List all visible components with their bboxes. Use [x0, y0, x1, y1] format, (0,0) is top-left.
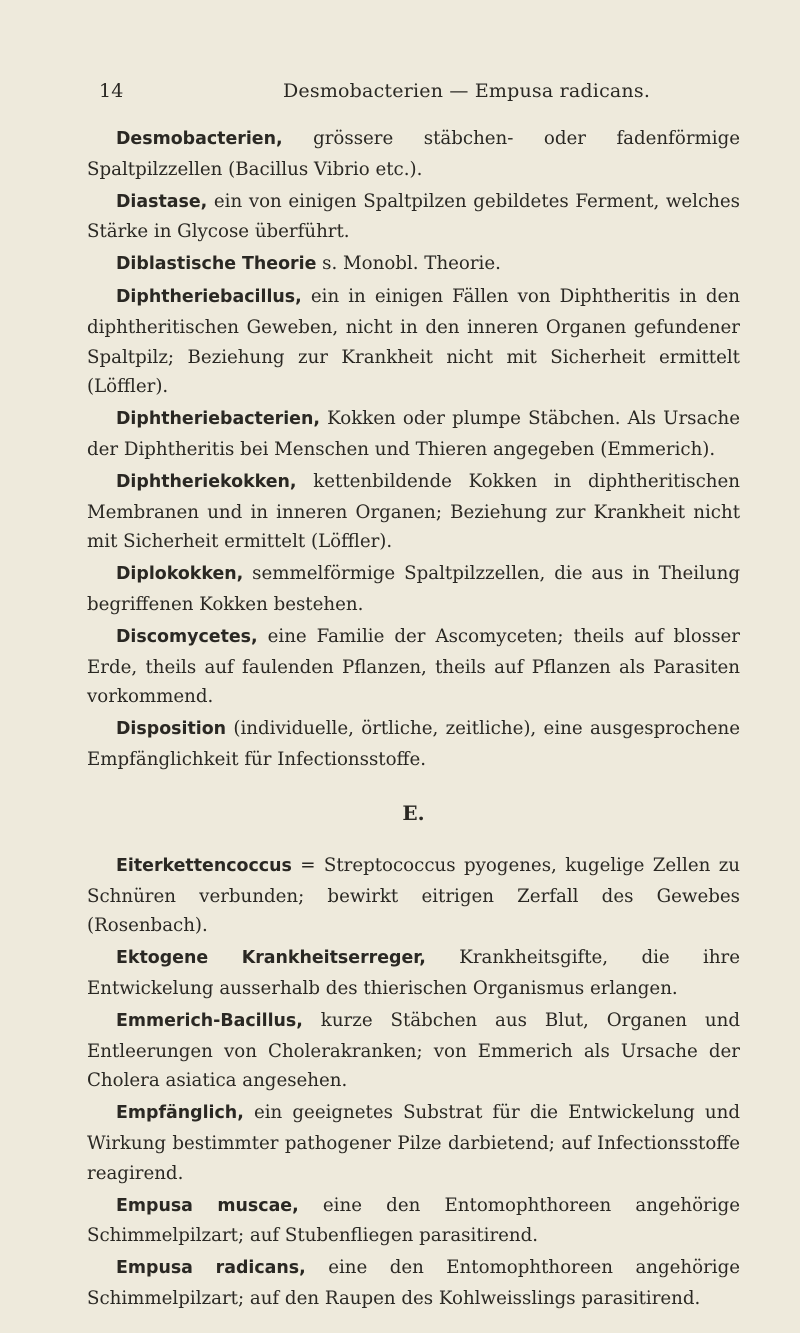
- entry-term: Empusa muscae,: [116, 1195, 299, 1216]
- entry-term: Emmerich-Bacillus,: [116, 1010, 303, 1031]
- dictionary-entry: [87, 714, 740, 775]
- dictionary-entry: [87, 124, 740, 185]
- dictionary-entry: [87, 404, 740, 465]
- entry-term: Diblastische Theorie: [116, 254, 317, 275]
- dictionary-entry: [87, 1253, 740, 1314]
- entry-text: eine Familie der Ascomyceten; theils auf blosser Erde, theils auf faulenden Pflanzen, theils auf Pflanzen als Parasiten vorkommend.: [87, 625, 740, 708]
- dictionary-entry: [87, 622, 740, 712]
- entry-term: Ektogene Krankheitserreger,: [116, 948, 426, 969]
- dictionary-entry: [87, 1191, 740, 1252]
- entry-text: kettenbildende Kokken in diphtheritischen Membranen und in inneren Organen; Beziehung zur Krankheit nicht mit Sicherheit ermittelt (Löffler).: [87, 470, 740, 553]
- entry-term: Eiterkettencoccus: [116, 855, 292, 876]
- entry-text: ein geeignetes Substrat für die Entwickelung und Wirkung bestimmter pathogener Pilze darbietend; auf Infectionsstoffe reagirend.: [87, 1102, 740, 1184]
- entry-text: Krankheitsgifte, die ihre Entwickelung ausserhalb des thierischen Organismus erlangen.: [87, 947, 740, 999]
- entry-text: ein in einigen Fällen von Diphtheritis in den diphtheritischen Geweben, nicht in den inneren Organen gefundener Spaltpilz; Beziehung zur Krankheit nicht mit Sicherheit ermittelt (Löffler).: [87, 285, 740, 398]
- entry-text: kurze Stäbchen aus Blut, Organen und Entleerungen von Cholerakranken; von Emmerich als Ursache der Cholera asiatica angesehen.: [87, 1009, 740, 1092]
- dictionary-entry: [87, 467, 740, 557]
- dictionary-entry: [87, 282, 740, 402]
- entry-term: Diphtheriebacillus,: [116, 286, 302, 307]
- entry-term: Discomycetes,: [116, 626, 258, 647]
- entries-d: [87, 124, 740, 775]
- entry-text: ein von einigen Spaltpilzen gebildetes Ferment, welches Stärke in Glycose überführt.: [87, 190, 740, 243]
- entry-term: Diastase,: [116, 191, 208, 212]
- page-number: 14: [99, 80, 124, 102]
- dictionary-entry: [87, 559, 740, 620]
- entry-term: Empfänglich,: [116, 1103, 244, 1124]
- entry-text: eine den Entomophthoreen angehörige Schimmelpilzart; auf den Raupen des Kohlweisslings parasitirend.: [87, 1257, 740, 1309]
- dictionary-entry: [87, 187, 740, 248]
- dictionary-entry: [87, 943, 740, 1004]
- entry-text: (individuelle, örtliche, zeitliche), eine ausgesprochene Empfänglichkeit für Infectionsstoffe.: [87, 718, 740, 770]
- dictionary-entry: [87, 1098, 740, 1188]
- entry-term: Diphtheriebacterien,: [116, 409, 320, 430]
- entry-text: s. Monobl. Theorie.: [316, 253, 501, 275]
- entry-term: Disposition: [116, 719, 227, 740]
- entry-text: Kokken oder plumpe Stäbchen. Als Ursache der Diphtheritis bei Menschen und Thieren angegeben (Emmerich).: [87, 408, 740, 460]
- running-head: Desmobacterien — Empusa radicans.: [283, 80, 651, 102]
- entry-term: Diplokokken,: [116, 564, 244, 585]
- dictionary-entry: [87, 851, 740, 941]
- entry-text: semmelförmige Spaltpilzzellen, die aus in Theilung begriffenen Kokken bestehen.: [87, 563, 740, 615]
- entries-e: [87, 851, 740, 1314]
- entry-term: Diphtheriekokken,: [116, 471, 297, 492]
- dictionary-entry: [87, 1006, 740, 1096]
- entry-term: Desmobacterien,: [116, 129, 283, 149]
- entry-text: grössere stäbchen- oder fadenförmige Spaltpilzzellen (Bacillus Vibrio etc.).: [87, 128, 740, 180]
- dictionary-entry: [87, 249, 740, 280]
- section-heading: E.: [402, 800, 425, 825]
- entry-text: eine den Entomophthoreen angehörige Schimmelpilzart; auf Stubenfliegen parasitirend.: [87, 1194, 740, 1247]
- entry-text: = Streptococcus pyogenes, kugelige Zellen zu Schnüren verbunden; bewirkt eitrigen Zerfall des Gewebes (Rosenbach).: [87, 854, 740, 937]
- page-header: [87, 80, 740, 102]
- entry-term: Empusa radicans,: [116, 1258, 306, 1279]
